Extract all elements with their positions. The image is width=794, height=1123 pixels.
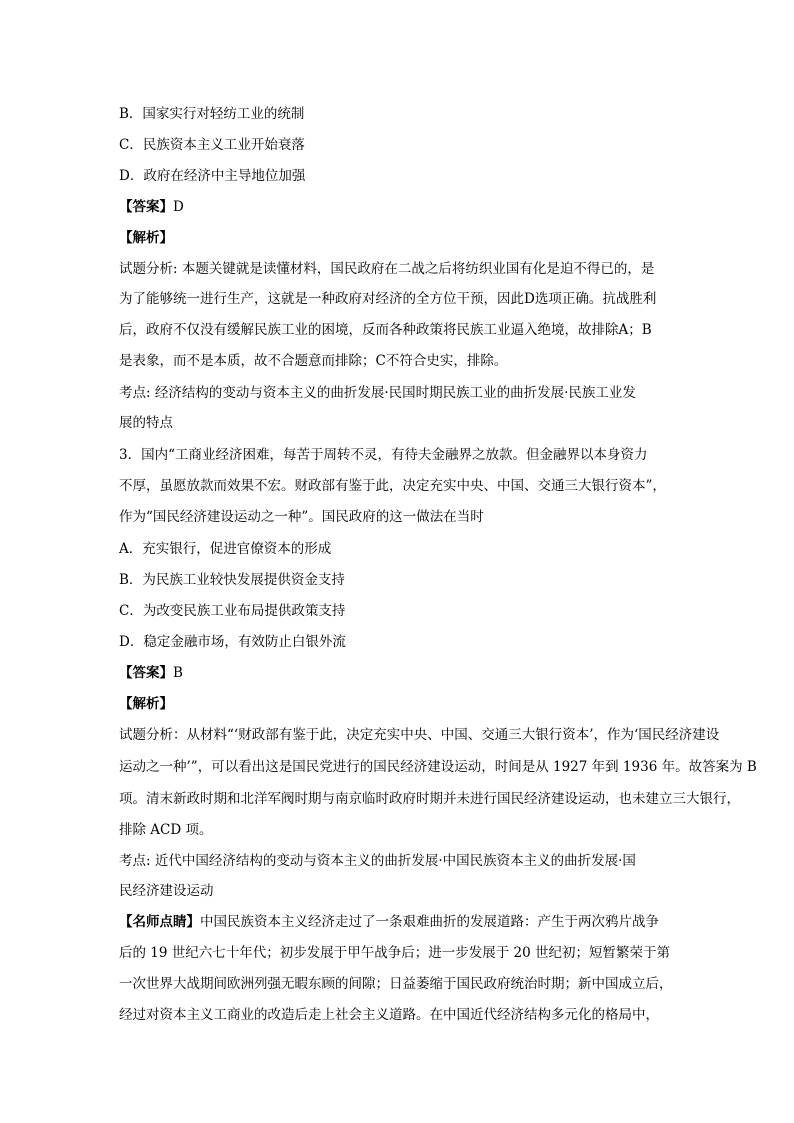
famous-teacher-line: 后的 19 世纪六七十年代；初步发展于甲午战争后；进一步发展于 20 世纪初；短暂繁荣于第 — [119, 945, 671, 961]
question-stem-line: 作为“国民经济建设运动之一种”。国民政府的这一做法在当时 — [119, 509, 484, 525]
famous-teacher-text: 中国民族资本主义经济走过了一条艰难曲折的发展道路：产生于两次鸦片战争 — [200, 914, 659, 930]
analysis-line: 后，政府不仅没有缓解民族工业的困境，反而各种政策将民族工业逼入绝境，故排除A；B — [119, 322, 652, 338]
analysis-tag: 【解析】 — [119, 696, 173, 712]
famous-teacher-line: 一次世界大战期间欧洲列强无暇东顾的间隙；日益萎缩于国民政府统治时期；新中国成立后， — [119, 976, 673, 992]
answer-tag: 【答案】 — [119, 665, 173, 681]
analysis-line: 试题分析：从材料“‘财政部有鉴于此，决定充实中央、中国、交通三大银行资本’，作为‘国民经济建设 — [119, 727, 720, 743]
question-stem-line: 3．国内“工商业经济困难，每苦于周转不灵，有待夫金融界之放款。但金融界以本身资力 — [119, 447, 648, 463]
analysis-line: 排除 ACD 项。 — [119, 822, 213, 838]
analysis-line: 试题分析: 本题关键就是读懂材料，国民政府在二战之后将纺织业国有化是迫不得已的，是 — [119, 261, 655, 277]
option-b: B．为民族工业较快发展提供资金支持 — [119, 572, 345, 588]
answer-value: B — [173, 665, 183, 681]
answer-line — [119, 664, 779, 682]
option-d: D．政府在经济中主导地位加强 — [119, 168, 306, 184]
famous-teacher-tag: 【名师点睛】 — [119, 914, 200, 930]
analysis-line: 是表象，而不是本质，故不合题意而排除；C不符合史实，排除。 — [119, 353, 508, 369]
analysis-tag: 【解析】 — [119, 230, 173, 246]
option-c: C．民族资本主义工业开始衰落 — [119, 137, 305, 153]
answer-line — [119, 198, 779, 216]
famous-teacher-line: 经过对资本主义工商业的改造后走上社会主义道路。在中国近代经济结构多元化的格局中， — [119, 1007, 659, 1023]
famous-teacher-line — [119, 913, 779, 931]
option-c: C．为改变民族工业布局提供政策支持 — [119, 603, 346, 619]
option-d: D．稳定金融市场，有效防止白银外流 — [119, 634, 346, 650]
answer-value: D — [173, 199, 184, 215]
analysis-line: 为了能够统一进行生产，这就是一种政府对经济的全方位干预，因此D选项正确。抗战胜利 — [119, 291, 657, 307]
option-a: A．充实银行，促进官僚资本的形成 — [119, 541, 332, 557]
kaodian-line: 民经济建设运动 — [119, 883, 214, 899]
analysis-line: 项。清末新政时期和北洋军阀时期与南京临时政府时期并未进行国民经济建设运动，也未建立三大银行， — [119, 791, 740, 807]
kaodian-line: 考点: 近代中国经济结构的变动与资本主义的曲折发展·中国民族资本主义的曲折发展·国 — [119, 853, 636, 869]
option-b: B．国家实行对轻纺工业的统制 — [119, 106, 305, 122]
kaodian-line: 展的特点 — [119, 415, 173, 431]
answer-tag: 【答案】 — [119, 199, 173, 215]
kaodian-line: 考点: 经济结构的变动与资本主义的曲折发展·民国时期民族工业的曲折发展·民族工业发 — [119, 385, 636, 401]
question-stem-line: 不厚，虽愿放款而效果不宏。财政部有鉴于此，决定充实中央、中国、交通三大银行资本”， — [119, 478, 666, 494]
analysis-line: 运动之一种’”，可以看出这是国民党进行的国民经济建设运动，时间是从 1927 年到 1936 年。故答案为 B — [119, 759, 757, 775]
